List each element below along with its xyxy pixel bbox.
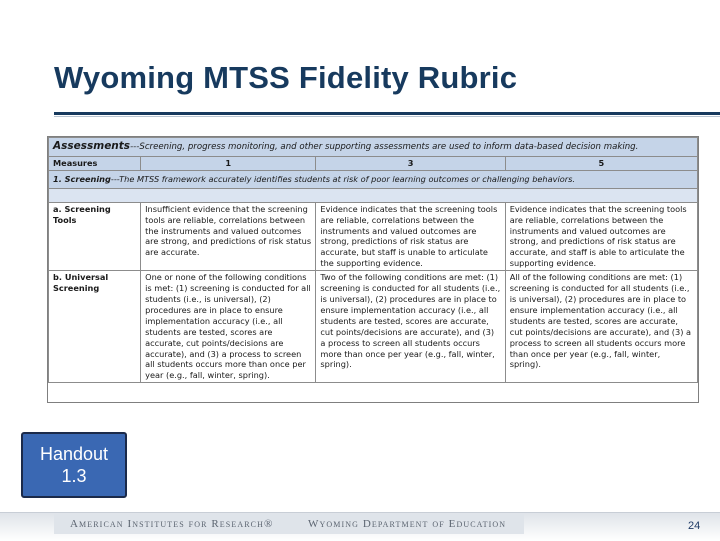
table-row (49, 271, 698, 383)
fidelity-rubric-table (47, 136, 699, 403)
title-divider (54, 112, 720, 115)
section-spacer (49, 188, 698, 202)
screening-label: 1. Screening (53, 173, 111, 184)
column-header-score-3: 3 (316, 156, 505, 170)
measure-universal-screening: b. Universal Screening (49, 271, 141, 383)
assessments-description: ---Screening, progress monitoring, and other supporting assessments are used to inform data-based decision making. (130, 142, 639, 152)
handout-badge (21, 432, 127, 498)
slide-title: Wyoming MTSS Fidelity Rubric (54, 60, 518, 95)
air-logo-text: American Institutes for Research® (70, 518, 274, 530)
table-row (49, 202, 698, 270)
handout-label: Handout (39, 444, 109, 464)
column-header-measures: Measures (49, 156, 141, 170)
rubric-cell-score-3: Evidence indicates that the screening tools are reliable, correlations between the instruments and valued outcomes are strong, predictions of risk status are accurate, but staff is unable to articulate the supporting evidence. (316, 202, 505, 270)
screening-section-row (49, 170, 698, 188)
wde-logo-text: Wyoming Department of Education (308, 518, 507, 530)
column-header-row (49, 156, 698, 170)
column-header-score-1: 1 (141, 156, 316, 170)
title-divider-light (54, 116, 720, 117)
assessments-label: Assessments (53, 140, 131, 152)
rubric-cell-score-5: All of the following conditions are met: (1) screening is conducted for all students (i.e., is universal), (2) procedures are in place to ensure implementation accuracy (i.e., all students are tested, scores are accurate, cut points/decisions are accurate), and (3) a process to screen all students occurs more than once per year (e.g., fall, winter, spring). (505, 271, 697, 383)
rubric-cell-score-1: Insufficient evidence that the screening tools are reliable, correlations between the instruments and valued outcomes are strong, and predictions of risk status are accurate. (141, 202, 316, 270)
assessments-header-row (49, 138, 698, 157)
measure-screening-tools: a. Screening Tools (49, 202, 141, 270)
column-header-score-5: 5 (505, 156, 697, 170)
screening-description: ---The MTSS framework accurately identifies students at risk of poor learning outcomes or challenging behaviors. (110, 173, 575, 184)
rubric-cell-score-1: One or none of the following conditions is met: (1) screening is conducted for all students (i.e., is universal), (2) procedures are in place to ensure implementation accuracy (i.e., all students are tested, scores are accurate, cut points/decisions are accurate), and (3) a process to screen all students occurs more than once per year (e.g., fall, winter, spring). (141, 271, 316, 383)
rubric-cell-score-5: Evidence indicates that the screening tools are reliable, correlations between the instruments and valued outcomes are strong, and predictions of risk status are accurate, and staff is able to articulate the supporting evidence. (505, 202, 697, 270)
page-number: 24 (688, 520, 701, 532)
rubric-cell-score-3: Two of the following conditions are met: (1) screening is conducted for all students (i.e., is universal), (2) procedures are in place to ensure implementation accuracy (i.e., all students are tested, scores are accurate, cut points/decisions are accurate), and (3) a process to screen all students occurs more than once per year (e.g., fall, winter, spring). (316, 271, 505, 383)
handout-number: 1.3 (61, 466, 87, 486)
